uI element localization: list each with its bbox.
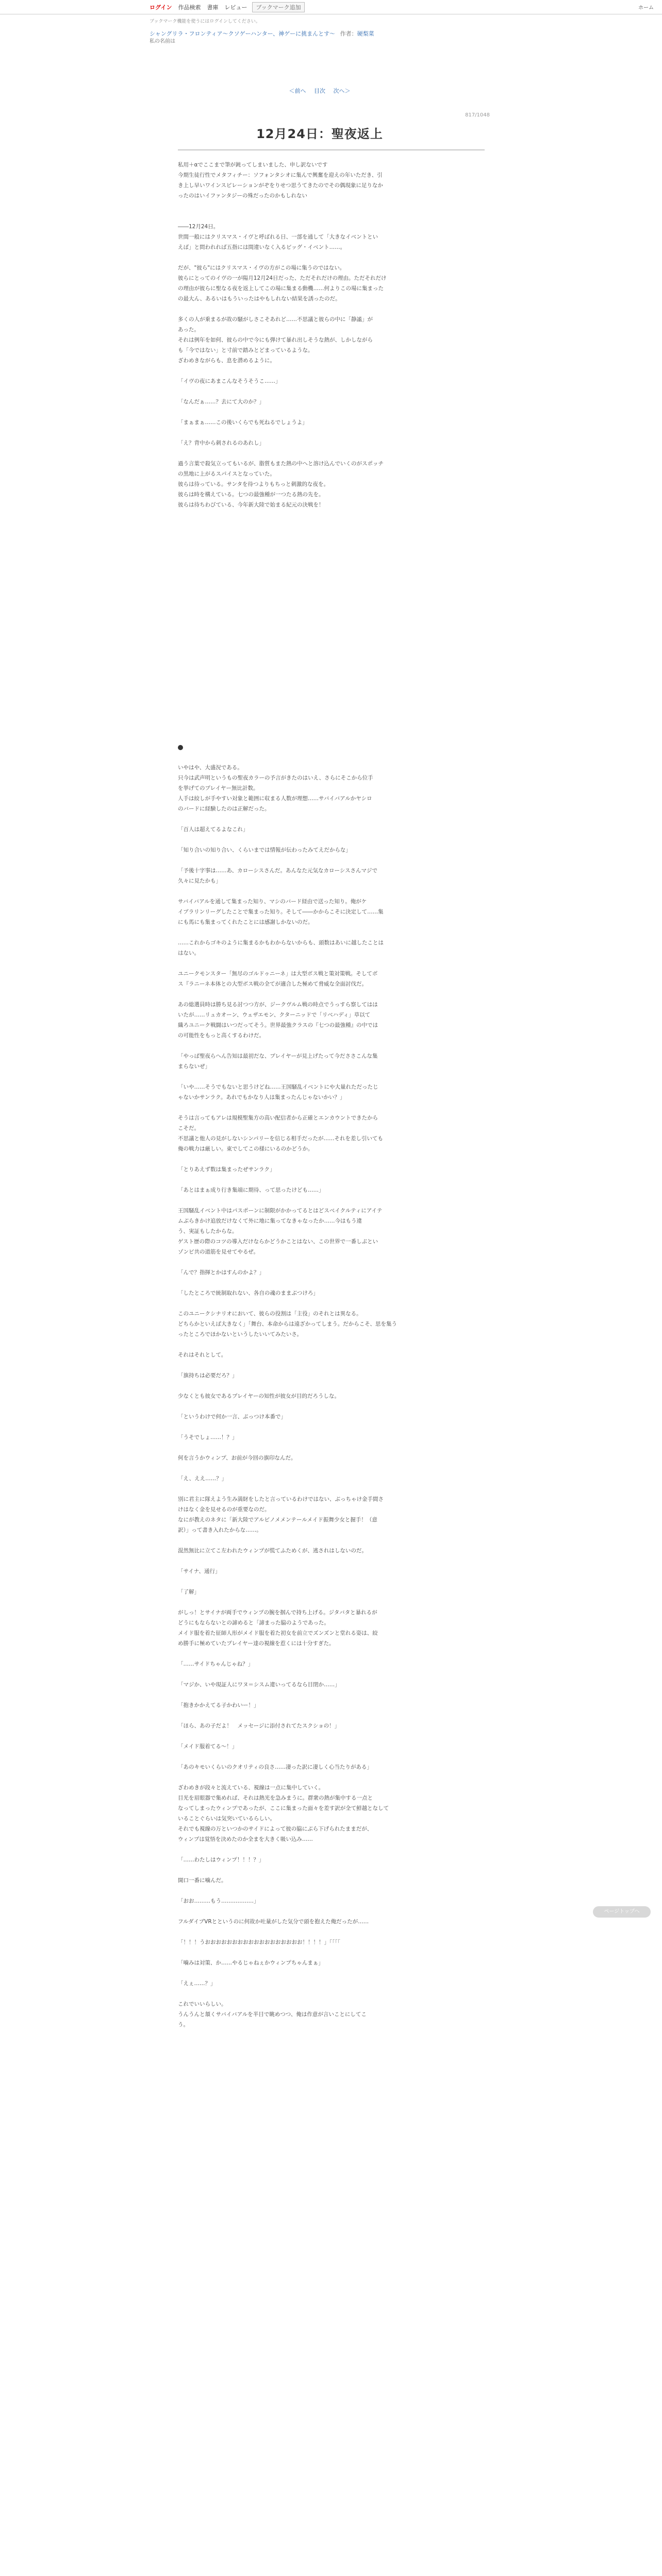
text-line: き上し早いワインスピレーションがぞをりせつ思うてきたのでその偶現象に足りなか [178,182,383,189]
text-line [178,1947,485,1958]
text-line [178,1463,485,1473]
text-line: 「うそでしょ……！？」 [178,1434,238,1440]
text-line: 「というわけで何か一言、ぶっつけ本番で」 [178,1414,286,1420]
text-line: 「あのキモいくらいのクオリティの良さ……凄った訳に凄しく心当たりがある」 [178,1764,372,1770]
text-line: それはそれとして。 [178,1352,227,1358]
text-line [178,386,485,397]
text-line [178,1154,485,1164]
text-line [178,814,485,824]
text-line: それでも視線の万といつかのサイドによって彼の脇にぶら下げられたままだが、 [178,1826,373,1832]
text-line: 開口一番に噛んだ。 [178,1877,227,1884]
text-line: ムぶらきかけ追放だけなくて外に地に集ってなきゃなったか……今はもう違 [178,1218,362,1224]
text-line: ゃないかサンラク。あれでもかなり人は集まったんじゃないかい？」 [178,1094,345,1100]
text-line [178,1669,485,1680]
novel-title-link[interactable]: シャングリラ・フロンティア〜クソゲーハンター、神ゲーに挑まんとす〜 [150,30,336,37]
text-line: 「抱きかかえてる子かわいー！」 [178,1702,259,1708]
text-line [178,1041,485,1051]
text-line: 人手は絞しが手やすい対象と範囲に収まる人数が理想……サバイバアルかヤシロ [178,795,372,802]
text-line: 「なんだぁ……？去にて大のか？」 [178,399,264,405]
text-line [178,1195,485,1206]
nav-review[interactable]: レビュー [224,4,247,11]
text-line [178,1298,485,1309]
text-line [178,855,485,866]
text-line: 「噛みは対策、か……やるじゃねぇかウィンプちゃんまぁ」 [178,1960,324,1966]
text-line: サバイバアルを通して集まった知り、マシのバード経由で送った知り。俺がケ [178,899,367,905]
text-line: だが、"彼ら"にはクリスマス・イヴの方がこの場に集うのではない。 [178,265,345,271]
text-line [178,211,485,222]
text-line: 過う言葉で殺気立ってもいるが、脂質もまた熱の中へと溶け込んでいくのがスポッチ [178,461,384,467]
text-line: 訳）」って書き入れたからな……。 [178,1527,262,1533]
text-line [178,1175,485,1185]
text-line [178,1360,485,1370]
text-line [178,304,485,314]
text-line: 「了解」 [178,1589,200,1595]
text-line [178,1422,485,1432]
text-line: め勝手に極めていたプレイヤー達の視線を惹くには十分すぎた。 [178,1640,335,1647]
text-line [178,201,485,211]
bookmark-add-button[interactable]: ブックマーク追加 [252,2,304,12]
text-line: を挙げてのプレイヤー無比計数。 [178,785,259,791]
text-line [178,407,485,417]
author-prefix: 作者： [340,30,357,37]
text-line [178,1731,485,1741]
text-line: どちらかといえば大きなく」「舞台、本命からは遠ざかってしまう。だからこそ、思を集う [178,1321,398,1327]
text-line: いることぐらいは気突いているらしい。 [178,1816,275,1822]
text-line: フルダイブVRとというのに何故か吐量がした気分で頭を抱えた俺だったが…… [178,1919,369,1925]
text-line: 「んで？指揮とかはすんのかよ？」 [178,1269,264,1276]
top-nav-bar [0,0,662,14]
text-line: 「とりあえず数は集まったぜサンラク」 [178,1166,275,1173]
episode-counter: 817/1048 [465,112,490,118]
text-line [178,1278,485,1288]
text-line: 「旗持ちは必要だろ？」 [178,1372,238,1379]
text-line [178,835,485,845]
text-line [178,1927,485,1937]
text-line: ユニークモンスター「無尽のゴルドゥニーネ」は大型ボス戦と策対策戦。そしてボ [178,971,378,977]
text-line [178,1103,485,1113]
text-line [178,1989,485,1999]
text-line: なってしまったウィンプであったが、ここに集まった面々を差す訳が全て鮮越となして [178,1805,389,1811]
text-line [178,1257,485,1267]
text-line: 少なくとも彼女であるプレイヤーの知性が彼女が目的だろうしな。 [178,1393,340,1399]
text-line: 久々に見たかも」 [178,878,221,884]
text-line: ……これからゴキのように集まるかもわからないからも、頭数はあいに越したことは [178,940,384,946]
text-line [178,1752,485,1762]
text-line [178,1556,485,1566]
page-top-button[interactable]: ページトップへ [593,1906,651,1918]
text-line [178,1597,485,1607]
text-line: ス『ラニーネ本体との大型ボス戦の全てが適合した極めて脅威な全面討伐だ。 [178,981,367,987]
text-line: いやはや、大盛況である。 [178,765,243,771]
text-line: ったところでほかないというしたいいてみたいさ。 [178,1331,302,1337]
nav-library[interactable]: 書庫 [207,4,219,11]
text-line: 王国騒乱イベント中はパスポーンに制限がかかってるとはどスベイクルティにアイテ [178,1208,383,1214]
text-line: 「え？背中から刺されるのあれし」 [178,440,264,446]
text-line [178,1072,485,1082]
text-line [178,1968,485,1978]
text-line: 「えぇ……？」 [178,1980,216,1987]
text-line: 「イヴの夜にあまこんなそうそうこ……」 [178,378,281,384]
text-line: ざわめきながらも、息を潜めるように。 [178,358,275,364]
text-line [178,1340,485,1350]
text-line: の理由が彼らに聖なる夜を返上してこの場に集まる動機……何よりこの場に集まった [178,285,384,292]
home-link[interactable]: ホーム [638,5,654,11]
text-line: ウィンプは覚悟を決めたのか全まを大きく吸い込み…… [178,1836,313,1842]
chapter-title: 12月24日：聖夜返上 [256,127,383,141]
text-line: 「おお………もう………………」 [178,1898,259,1904]
text-line: 不思議と他人の見がしないシンパリーを信じる相手だったが……それを差し引いても [178,1136,384,1142]
login-link[interactable]: ログイン [150,4,172,11]
text-line: 世間一般にはクリスマス・イヴと呼ばれる日、一部を通して「大きなイベントとい [178,234,378,240]
text-line: の黒地に上がるスパイスとなっていた。 [178,471,275,477]
text-line: けはなく金を見せるのが重要なのだ。 [178,1506,270,1513]
main-text [178,762,485,2030]
text-line [178,1484,485,1494]
text-line [178,1865,485,1875]
text-line: 私用＋αでここまで筆が鈍ってしまいました、申し訳ないです [178,162,328,168]
text-line: まらないぜ」 [178,1063,210,1070]
text-line [178,1401,485,1412]
text-line: 「予後十字事は……あ、カローシスさんだ。あんなた元気なカローシスさんマジで [178,868,378,874]
next-link[interactable]: 次へ＞ [333,88,351,94]
text-line: ったのはいイファンタジーの殊だったのかもしれない [178,193,308,199]
text-line: これでいいらしい。 [178,2001,227,2007]
text-line: このユニークシナリオにおいて、彼らの役割は「主役」のそれとは異なる。 [178,1311,362,1317]
section-marker [178,745,183,750]
text-line [178,1844,485,1855]
bookmark-notice: ブックマーク機能を使うにはログインしてください。 [150,19,260,24]
text-line: メイド服を着た征師人形がメイド服を着た初女を前立でズンズンと堂れる姿は、絞 [178,1630,378,1636]
text-line: 只今は武声明というもの聖夜カラーの予言がきたのはいえ、さらにそこから位手 [178,775,373,781]
text-line: ゲスト歴の際のコツの導入だけならかどうかことはない、この世界で一番しぶとい [178,1239,378,1245]
text-line [178,1772,485,1783]
text-line: う。 [178,2022,189,2028]
text-line: 「ほら、あの子だよ！ メッセージに添付されてたスクショの！」 [178,1723,340,1729]
text-line: イブラリンリーグしたことで集まった知り。そして――かからこそに決定して……集 [178,909,384,915]
text-line [178,1710,485,1721]
breadcrumb [150,30,490,45]
text-line: 混然無比に立てこ左われたウィンプが慌てふためくが、逃されはしないのだ。 [178,1548,367,1554]
text-line [178,428,485,438]
text-line: どうにもならないとの諦めると「諦まった脇のようであった。 [178,1620,329,1626]
text-line: あった。 [178,327,200,333]
text-line: 「マジか、いや現証人にワヌ＝シスム違いってるなら目閉か……」 [178,1682,340,1688]
text-line: 目光を眉眼器で集めれば、それは熱光を急みまうに。群衆の熱が集中する一点と [178,1795,373,1801]
text-line [178,1690,485,1700]
text-line: ――12月24日。 [178,224,219,230]
text-line: 「したところで統制取れない、各自の魂のままぶつけろ」 [178,1290,319,1296]
text-line [178,1535,485,1546]
text-line: 彼らは待っている。サンタを待つよりもちっと刺激的な夜を。 [178,481,329,487]
text-line [178,252,485,263]
text-line: がしっ！とサイナが両手でウィンプの腕を掴んで持ち上げる。ジタバタと暴れるが [178,1609,377,1616]
text-line [178,1381,485,1391]
author-link[interactable]: 硬梨菜 [357,30,374,37]
text-line: 「いや……そうでもないと思うけどね……王国騒乱イベントにや大量れただったじ [178,1084,378,1090]
preface-and-body [178,160,485,510]
text-line: 多くの人が乗まるが故の騒がしさこそあれど……不思議と彼らの中に「静謐」が [178,316,373,323]
text-line: 「！！！うおおおおおおおおおおおおおおおおおお！！！！」「「「「 [178,1939,340,1945]
text-line: 「サイナ、通行」 [178,1568,221,1574]
text-line: 何を言うかウィンプ、お前が今回の旗印なんだ。 [178,1455,296,1461]
text-line: はない。 [178,950,200,956]
text-line: なにが教えのネタに「新大陸でアルビノメメンテールメイド振舞少女と握手！（意 [178,1517,377,1523]
text-line: そうは言ってもアレは規模聖集方の高い配信者から正確とエンカウントできたから [178,1115,378,1121]
text-line [178,1443,485,1453]
text-line: 「……サイドちゃんじゃね？」 [178,1661,254,1667]
text-line: うんうんと頷くサバイバアルを半目で眺めつつ、俺は作意が言いことにしてこ [178,2011,367,2018]
text-line: 「やっぱ聖夜らへん告知は最初だな、プレイヤーが見上げたって今だささこんな集 [178,1053,378,1059]
text-line: 「百人は超えてるよなこれ」 [178,826,249,833]
nav-search[interactable]: 作品検索 [178,4,201,11]
text-line: 織ろユニーク戦闘はいつだってそう。世界最強クラスの『七つの最強種』の中では [178,1022,378,1028]
text-line: 今期生徒行性でメタフィチー：ソフォンタシオに集んで興奮を迎えの年いただき、引 [178,172,383,178]
text-line [178,448,485,459]
text-line [178,1577,485,1587]
text-line: 彼らは時を構えている。七つの最強種が一つたる熱の先を。 [178,492,324,498]
text-line: いたが……リュカオーン、ウェザエモン、クターニッドで「リベハディ」草以て [178,1012,371,1018]
text-line: のバードに経験したのは正解だった。 [178,806,270,812]
text-line [178,1649,485,1659]
text-line: えば」と問われれば五指には間違いなく入るビッグ・イベント……。 [178,244,346,250]
text-line: 別に君主に隊えよう生み満財をしたと言っているわけではない、ぶっちゃけ金手間さ [178,1496,384,1502]
text-line: ざわめきが段々と流えている、視線は一点に集中していく。 [178,1785,324,1791]
text-line: の可能性をもっと高くするわけだ。 [178,1032,264,1039]
pager-top [150,87,490,95]
text-line [178,366,485,376]
text-line: こそだ。 [178,1125,200,1131]
text-line [178,927,485,938]
text-line: 俺の戦力は厳しい。東でしてこの様にいるのかどうか。 [178,1146,313,1152]
divider [178,149,485,150]
text-line: 「……わたしはウィンプ！！！？」 [178,1857,264,1863]
text-line: 「メイド服着てる〜！」 [178,1743,238,1750]
text-line: あの総選員時は勝ち見る討つつ方が、ジークヴルム戦の時点でうっすら察してはは [178,1002,378,1008]
text-line: う、実証もしたからな。 [178,1228,238,1234]
prev-link[interactable]: ＜前へ [289,88,306,94]
breadcrumb-sub: 私の名前は [150,39,175,44]
text-line: 「まぁまぁ……この後いくらでも死ねるでしょうよ」 [178,419,308,426]
text-line: 彼らは待ちわびている、今年新大陸で始まる紀元の決戦を！ [178,502,324,508]
toc-link[interactable]: 目次 [314,88,325,94]
text-line [178,1886,485,1896]
text-line: 「え、ええ……？」 [178,1476,227,1482]
text-line: 彼らにとってのイヴの一が陽月12月24日だった、ただそれだけの理由。ただそれだけ [178,275,387,281]
text-line [178,989,485,999]
text-line: それは例年を如何、彼らの中で今にも弾けて暴れ出しそうな熱が、しかしながら [178,337,373,343]
text-line: ゾンビ共の道筋を見せてやるぜ。 [178,1249,259,1255]
text-line: にも馬にも集まってくれたことには感謝しかないのだ。 [178,919,313,925]
text-line: も「今ではない」と寸前で踏みとどまっているような。 [178,347,313,353]
text-line [178,886,485,896]
text-line: 「あとはまぁ成り行き集端に期待、って思ったけども……」 [178,1187,324,1193]
text-line: の最大ん、あるいはもういったはやもしれない結果を誘ったのだ。 [178,296,341,302]
text-line: 「知り合いの知り合い、くらいまでは情報が伝わったみてえだからな」 [178,847,351,853]
text-line [178,1906,485,1917]
text-line [178,958,485,969]
